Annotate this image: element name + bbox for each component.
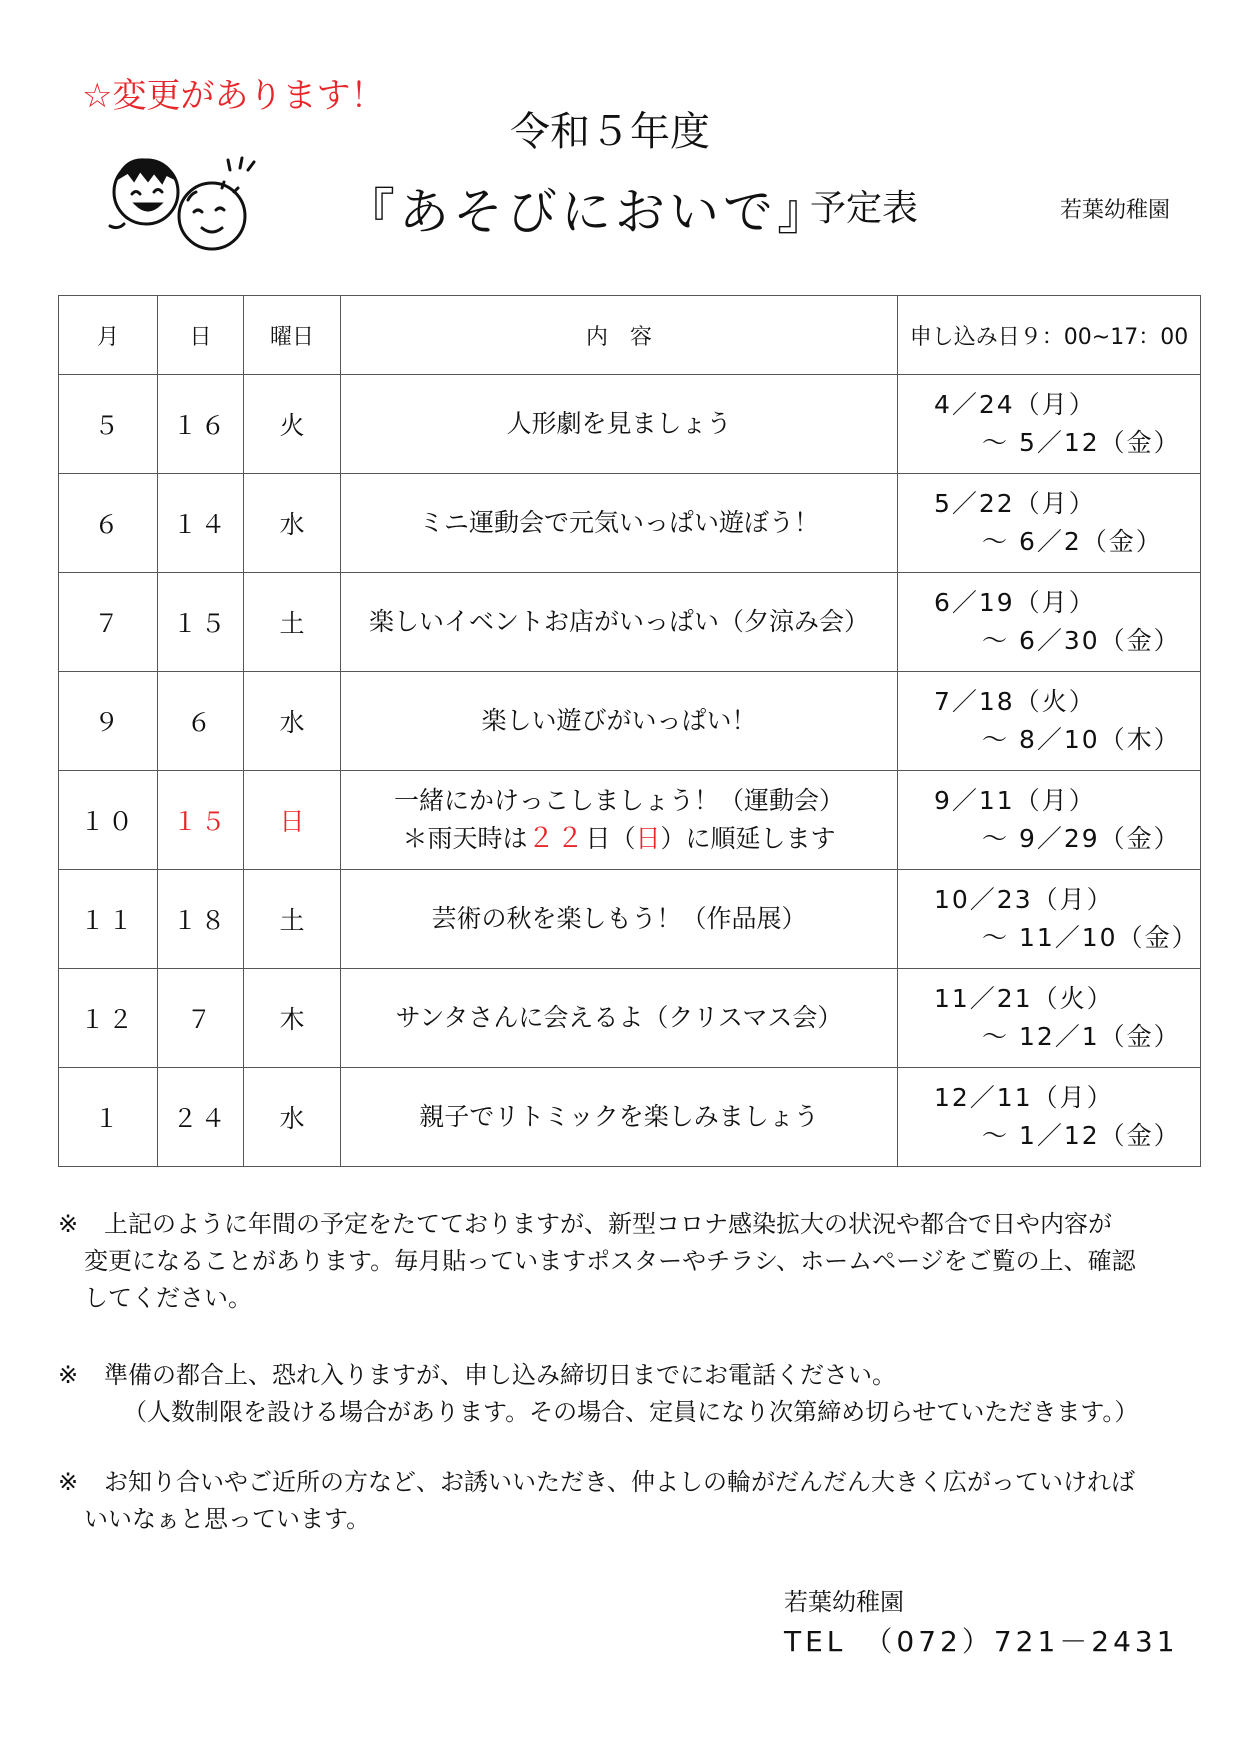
cell-weekday: 土 <box>244 870 341 969</box>
note-invitation <box>58 1464 1198 1538</box>
cell-weekday: 火 <box>244 375 341 474</box>
apply-start: 10／23（月） <box>934 885 1114 914</box>
table-row <box>59 474 1201 573</box>
cell-apply-period <box>898 573 1201 672</box>
apply-start: 7／18（火） <box>934 687 1096 716</box>
apply-end: ～ 6／30（金） <box>982 626 1181 655</box>
note-text: （人数制限を設ける場合があります。その場合、定員になり次第締め切らせていただきます。） <box>123 1398 1139 1426</box>
table-row <box>59 672 1201 771</box>
cell-day: １６ <box>158 375 244 474</box>
cell-content: 楽しい遊びがいっぱい！ <box>341 672 898 771</box>
table-header-row <box>59 296 1201 375</box>
apply-start: 11／21（火） <box>934 984 1114 1013</box>
apply-end: ～ 8／10（木） <box>982 725 1181 754</box>
note-text: 準備の都合上、恐れ入りますが、申し込み締切日までにお電話ください。 <box>104 1361 896 1389</box>
apply-end: ～ 12／1（金） <box>982 1022 1181 1051</box>
cell-month: ７ <box>59 573 158 672</box>
cell-day: １８ <box>158 870 244 969</box>
apply-end: ～ 6／2（金） <box>982 527 1163 556</box>
apply-end: ～ 11／10（金） <box>982 923 1199 952</box>
cell-month: １１ <box>59 870 158 969</box>
cell-day: １５ <box>158 771 244 870</box>
cell-weekday: 土 <box>244 573 341 672</box>
children-illustration <box>96 148 276 258</box>
cell-content <box>341 771 898 870</box>
apply-end: ～ 5／12（金） <box>982 428 1181 457</box>
apply-start: 5／22（月） <box>934 489 1096 518</box>
cell-month: １ <box>59 1068 158 1167</box>
cell-weekday: 水 <box>244 672 341 771</box>
note-text: 変更になることがあります。毎月貼っていますポスターやチラシ、ホームページをご覧の上、確認 <box>84 1247 1136 1275</box>
schedule-table <box>58 295 1201 1167</box>
cell-month: ５ <box>59 375 158 474</box>
change-notice: ☆変更があります！ <box>82 76 385 116</box>
apply-start: 4／24（月） <box>934 390 1096 419</box>
cell-day: １５ <box>158 573 244 672</box>
cell-apply-period <box>898 870 1201 969</box>
note-text: してください。 <box>84 1284 252 1312</box>
cell-day: １４ <box>158 474 244 573</box>
cell-apply-period <box>898 375 1201 474</box>
note-text: 上記のように年間の予定をたてておりますが、新型コロナ感染拡大の状況や都合で日や内容が <box>104 1210 1112 1238</box>
cell-weekday: 水 <box>244 474 341 573</box>
apply-start: 12／11（月） <box>934 1083 1114 1112</box>
apply-end: ～ 9／29（金） <box>982 824 1181 853</box>
note-text: お知り合いやご近所の方など、お誘いいただき、仲よしの輪がだんだん大きく広がっていければ <box>104 1468 1136 1496</box>
note-application-deadline <box>58 1357 1198 1431</box>
cell-month: ９ <box>59 672 158 771</box>
table-row <box>59 870 1201 969</box>
apply-start: 9／11（月） <box>934 786 1096 815</box>
cell-content: 人形劇を見ましょう <box>341 375 898 474</box>
content-main: 一緒にかけっこしましょう！（運動会） <box>393 786 844 815</box>
table-row <box>59 1068 1201 1167</box>
cell-apply-period <box>898 969 1201 1068</box>
header-weekday: 曜日 <box>244 296 341 375</box>
note-mark: ※ <box>58 1361 79 1389</box>
cell-content: 楽しいイベントお店がいっぱい（夕涼み会） <box>341 573 898 672</box>
note-schedule-change <box>58 1206 1198 1317</box>
cell-month: ６ <box>59 474 158 573</box>
school-name-header: 若葉幼稚園 <box>1060 198 1171 223</box>
cell-apply-period <box>898 771 1201 870</box>
note-mark: ※ <box>58 1210 79 1238</box>
footer-school-name: 若葉幼稚園 <box>784 1588 904 1616</box>
table-row <box>59 969 1201 1068</box>
footer-phone: TEL （072）721－2431 <box>784 1625 1179 1658</box>
cell-month: １０ <box>59 771 158 870</box>
fiscal-year: 令和５年度 <box>510 109 710 155</box>
cell-content: ミニ運動会で元気いっぱい遊ぼう！ <box>341 474 898 573</box>
header-apply-period: 申し込み日９：00~17：00 <box>898 296 1201 375</box>
cell-weekday: 水 <box>244 1068 341 1167</box>
schedule-label: 予定表 <box>810 188 919 229</box>
cell-apply-period <box>898 474 1201 573</box>
cell-content: 親子でリトミックを楽しみましょう <box>341 1068 898 1167</box>
header-day: 日 <box>158 296 244 375</box>
note-mark: ※ <box>58 1468 79 1496</box>
cell-weekday: 木 <box>244 969 341 1068</box>
table-row <box>59 573 1201 672</box>
header-month: 月 <box>59 296 158 375</box>
cell-apply-period <box>898 1068 1201 1167</box>
apply-end: ～ 1／12（金） <box>982 1121 1181 1150</box>
cell-weekday: 日 <box>244 771 341 870</box>
cell-day: ２４ <box>158 1068 244 1167</box>
cell-apply-period <box>898 672 1201 771</box>
cell-month: １２ <box>59 969 158 1068</box>
cell-day: ６ <box>158 672 244 771</box>
rain-postpone-note: ＊雨天時は２２日（日）に順延します <box>402 823 836 854</box>
cell-content: 芸術の秋を楽しもう！（作品展） <box>341 870 898 969</box>
header-content: 内 容 <box>341 296 898 375</box>
table-row <box>59 771 1201 870</box>
cell-day: ７ <box>158 969 244 1068</box>
note-text: いいなぁと思っています。 <box>84 1505 371 1533</box>
table-row <box>59 375 1201 474</box>
event-title: 『あそびにおいで』 <box>345 183 831 241</box>
cell-content: サンタさんに会えるよ（クリスマス会） <box>341 969 898 1068</box>
apply-start: 6／19（月） <box>934 588 1096 617</box>
